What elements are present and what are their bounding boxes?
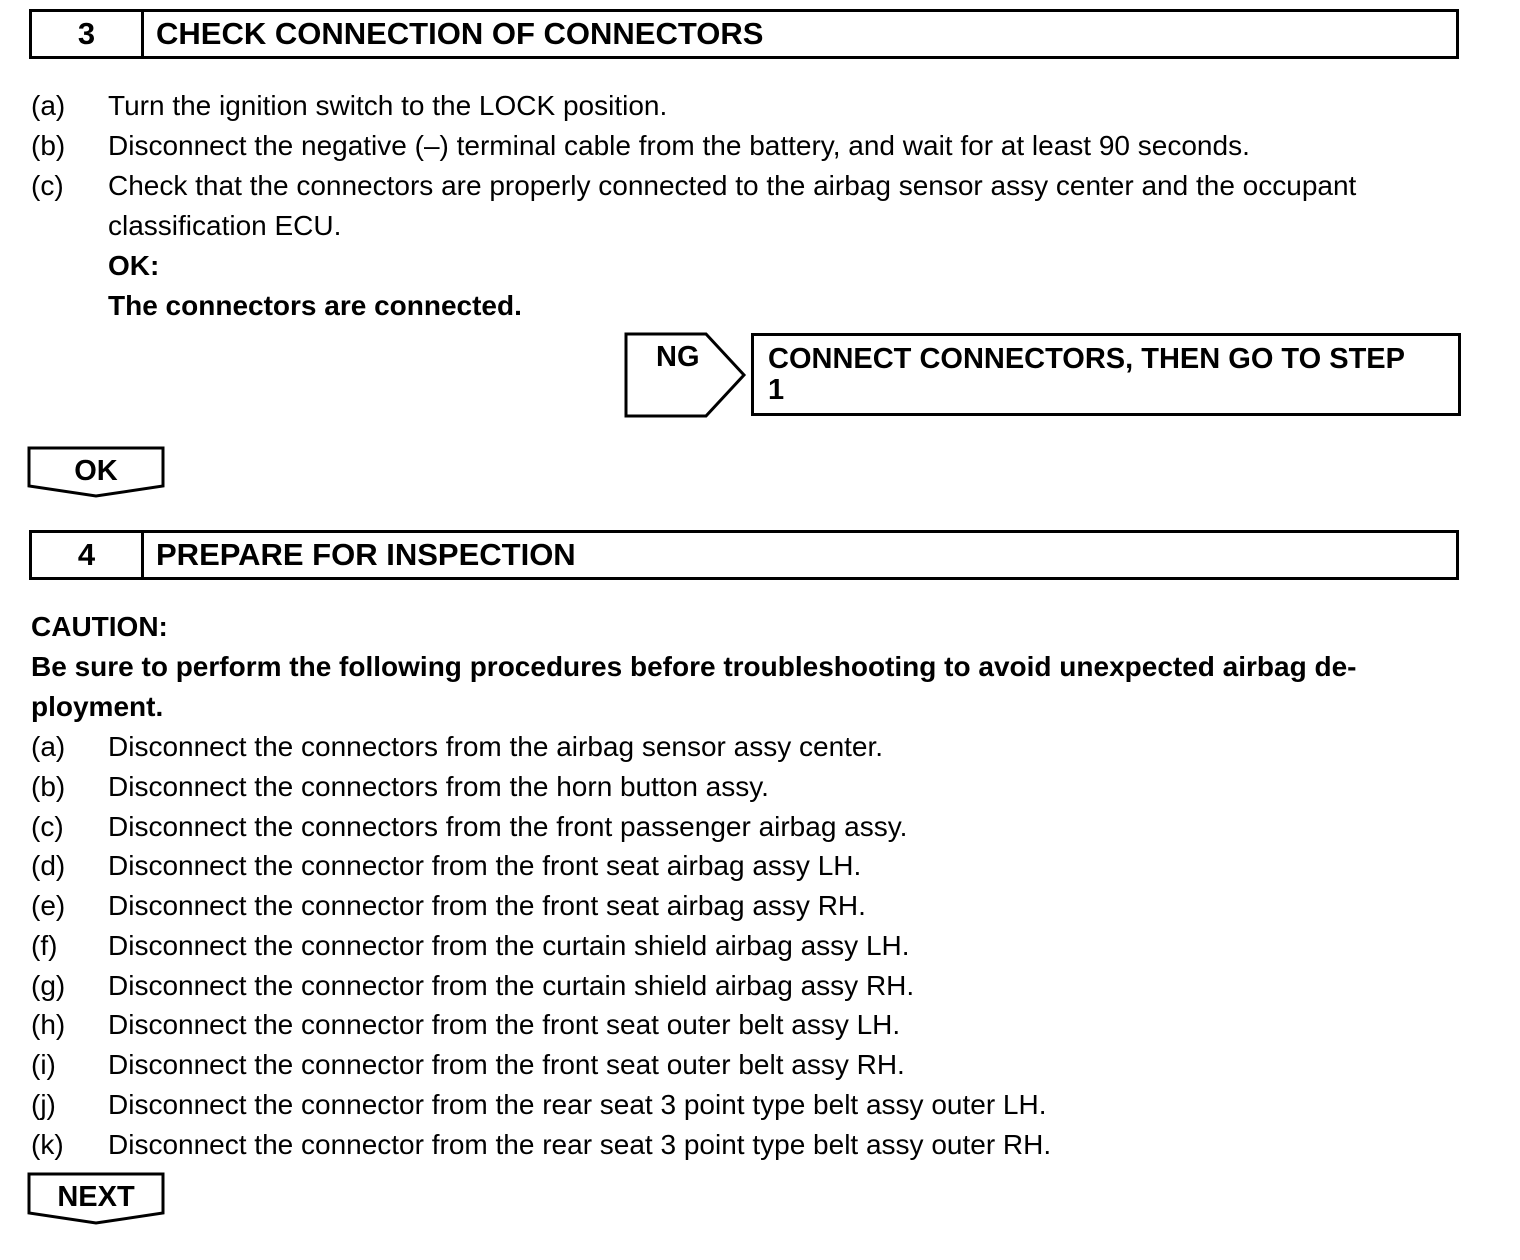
step-3-item-a-text: Turn the ignition switch to the LOCK position.	[108, 90, 668, 121]
step-3-item-b-label: (b)	[31, 130, 66, 161]
step-3-item-c-text-line2: classification ECU.	[108, 210, 342, 241]
step-4-item-e-text: Disconnect the connector from the front seat airbag assy RH.	[108, 890, 866, 921]
step-3-item-b-text: Disconnect the negative (–) terminal cable from the battery, and wait for at least 90 seconds.	[108, 130, 1250, 161]
step-3-header	[29, 9, 1459, 59]
step-4-item-h-label: (h)	[31, 1009, 66, 1040]
step-4-item-d-text: Disconnect the connector from the front seat airbag assy LH.	[108, 850, 862, 881]
step-4-number: 4	[32, 533, 144, 577]
step-4-item-j-text: Disconnect the connector from the rear seat 3 point type belt assy outer LH.	[108, 1089, 1047, 1120]
step-3-title: CHECK CONNECTION OF CONNECTORS	[156, 16, 764, 51]
step-4-item-b-text: Disconnect the connectors from the horn button assy.	[108, 771, 769, 802]
step-4-title: PREPARE FOR INSPECTION	[156, 537, 576, 572]
ng-result-box	[751, 333, 1461, 416]
caution-text-line2: ployment.	[31, 691, 164, 722]
step-4-item-a-text: Disconnect the connectors from the airbag sensor assy center.	[108, 731, 884, 762]
ng-label: NG	[656, 341, 700, 373]
ng-result-line1: CONNECT CONNECTORS, THEN GO TO STEP	[768, 343, 1405, 375]
step-4-item-k-label: (k)	[31, 1129, 64, 1160]
caution-heading: CAUTION:	[31, 611, 168, 642]
step-4-header	[29, 530, 1459, 580]
step-3-item-a-label: (a)	[31, 90, 66, 121]
step-4-item-f-text: Disconnect the connector from the curtain shield airbag assy LH.	[108, 930, 910, 961]
ok-tag-label: OK	[74, 455, 118, 487]
caution-text-line1: Be sure to perform the following procedures before troubleshooting to avoid unexpected airbag de-	[31, 651, 1357, 682]
step-4-item-b-label: (b)	[31, 771, 66, 802]
step-4-item-h-text: Disconnect the connector from the front seat outer belt assy LH.	[108, 1009, 901, 1040]
step-3-item-c-label: (c)	[31, 170, 64, 201]
step-4-item-e-label: (e)	[31, 890, 66, 921]
ok-criteria-text: The connectors are connected.	[108, 290, 522, 321]
step-4-item-k-text: Disconnect the connector from the rear seat 3 point type belt assy outer RH.	[108, 1129, 1052, 1160]
step-4-item-i-text: Disconnect the connector from the front seat outer belt assy RH.	[108, 1049, 905, 1080]
step-4-item-j-label: (j)	[31, 1089, 56, 1120]
step-3-number: 3	[32, 12, 144, 56]
step-4-item-f-label: (f)	[31, 930, 58, 961]
step-4-item-a-label: (a)	[31, 731, 66, 762]
step-4-item-d-label: (d)	[31, 850, 66, 881]
ok-criteria-heading: OK:	[108, 250, 160, 281]
ng-result-line2: 1	[768, 374, 785, 406]
step-4-item-c-label: (c)	[31, 811, 64, 842]
step-4-item-c-text: Disconnect the connectors from the front passenger airbag assy.	[108, 811, 908, 842]
next-tag-label: NEXT	[57, 1181, 135, 1213]
step-4-item-g-label: (g)	[31, 970, 66, 1001]
step-4-item-g-text: Disconnect the connector from the curtain shield airbag assy RH.	[108, 970, 915, 1001]
step-3-item-c-text: Check that the connectors are properly connected to the airbag sensor assy center and the occupant	[108, 170, 1357, 201]
step-4-item-i-label: (i)	[31, 1049, 56, 1080]
